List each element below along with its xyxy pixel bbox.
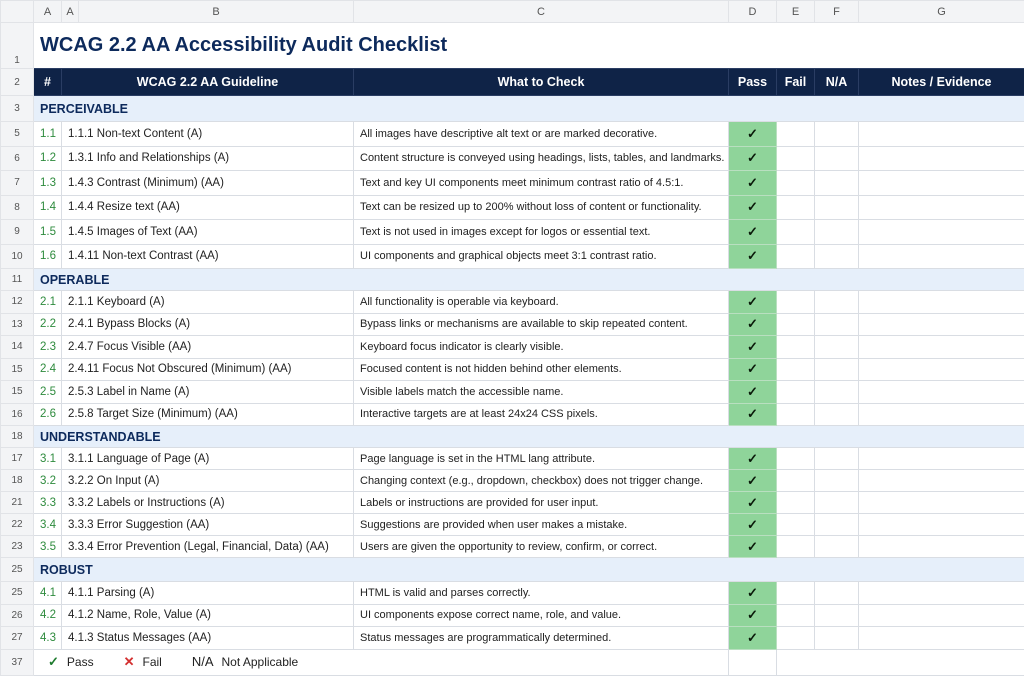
pass-cell[interactable]: ✓ (729, 492, 777, 514)
checklist-row (1, 582, 1024, 605)
item-number-cell[interactable]: 4.3 (34, 627, 62, 650)
notes-cell[interactable] (859, 244, 1024, 269)
legend-pass-label: Pass (66, 655, 94, 669)
notes-cell[interactable] (859, 381, 1024, 404)
header-pass[interactable]: Pass (729, 69, 777, 96)
header-fail[interactable]: Fail (777, 69, 815, 96)
na-cell[interactable] (815, 313, 859, 336)
checklist-row (1, 381, 1024, 404)
guideline-cell[interactable]: 2.5.3 Label in Name (A) (62, 381, 354, 404)
item-number-cell[interactable]: 1.6 (34, 244, 62, 269)
section-row (1, 269, 1024, 291)
checklist-row (1, 171, 1024, 196)
notes-cell[interactable] (859, 313, 1024, 336)
what-to-check-cell[interactable]: Suggestions are provided when user makes a mistake. (354, 514, 729, 536)
what-to-check-cell[interactable]: Content structure is conveyed using headings, lists, tables, and landmarks. (354, 146, 729, 171)
na-cell[interactable] (815, 291, 859, 314)
guideline-cell[interactable]: 1.3.1 Info and Relationships (A) (62, 146, 354, 171)
notes-cell[interactable] (859, 604, 1024, 627)
fail-cell[interactable] (777, 627, 815, 650)
pass-cell[interactable]: ✓ (729, 171, 777, 196)
checklist-row (1, 604, 1024, 627)
fail-cell[interactable] (777, 220, 815, 245)
checklist-row (1, 291, 1024, 314)
pass-cell[interactable]: ✓ (729, 627, 777, 650)
pass-cell[interactable]: ✓ (729, 220, 777, 245)
checklist-row (1, 336, 1024, 359)
what-to-check-cell[interactable]: Visible labels match the accessible name. (354, 381, 729, 404)
row-number[interactable]: 7 (1, 171, 34, 196)
na-cell[interactable] (815, 195, 859, 220)
legend-na-label: Not Applicable (221, 654, 299, 669)
section-title[interactable]: UNDERSTANDABLE (34, 426, 1024, 448)
what-to-check-cell[interactable]: UI components and graphical objects meet 3:1 contrast ratio. (354, 244, 729, 269)
what-to-check-cell[interactable]: HTML is valid and parses correctly. (354, 582, 729, 605)
fail-cell[interactable] (777, 122, 815, 147)
legend-pass (48, 654, 94, 670)
notes-cell[interactable] (859, 448, 1024, 470)
fail-cell[interactable] (777, 336, 815, 359)
row-number[interactable]: 13 (1, 313, 34, 336)
fail-cell[interactable] (777, 313, 815, 336)
notes-cell[interactable] (859, 358, 1024, 381)
item-number-cell[interactable]: 2.3 (34, 336, 62, 359)
what-to-check-cell[interactable]: Focused content is not hidden behind other elements. (354, 358, 729, 381)
row-number[interactable]: 8 (1, 195, 34, 220)
notes-cell[interactable] (859, 195, 1024, 220)
pass-cell[interactable]: ✓ (729, 195, 777, 220)
row-number[interactable]: 12 (1, 291, 34, 314)
header-notes[interactable]: Notes / Evidence (859, 69, 1024, 96)
header-what-to-check[interactable]: What to Check (354, 69, 729, 96)
item-number-cell[interactable]: 1.5 (34, 220, 62, 245)
checklist-row (1, 627, 1024, 650)
row-number[interactable]: 17 (1, 448, 34, 470)
what-to-check-cell[interactable]: All functionality is operable via keyboard. (354, 291, 729, 314)
item-number-cell[interactable]: 2.1 (34, 291, 62, 314)
guideline-cell[interactable]: 3.2.2 On Input (A) (62, 470, 354, 492)
row-number[interactable]: 37 (1, 649, 34, 675)
item-number-cell[interactable]: 2.6 (34, 403, 62, 426)
guideline-cell[interactable]: 3.3.3 Error Suggestion (AA) (62, 514, 354, 536)
fail-cell[interactable] (777, 171, 815, 196)
notes-cell[interactable] (859, 470, 1024, 492)
what-to-check-cell[interactable]: Interactive targets are at least 24x24 CSS pixels. (354, 403, 729, 426)
row-number[interactable]: 11 (1, 269, 34, 291)
guideline-cell[interactable]: 4.1.1 Parsing (A) (62, 582, 354, 605)
item-number-cell[interactable]: 4.2 (34, 604, 62, 627)
what-to-check-cell[interactable]: Text and key UI components meet minimum contrast ratio of 4.5:1. (354, 171, 729, 196)
notes-cell[interactable] (859, 291, 1024, 314)
row-number[interactable]: 18 (1, 470, 34, 492)
table-header-row (1, 69, 1024, 96)
na-cell[interactable] (815, 244, 859, 269)
row-number[interactable]: 25 (1, 558, 34, 582)
row-number[interactable]: 9 (1, 220, 34, 245)
section-title[interactable]: OPERABLE (34, 269, 1024, 291)
checklist-row (1, 195, 1024, 220)
column-header-e[interactable]: E (777, 1, 815, 23)
na-cell[interactable] (815, 381, 859, 404)
guideline-cell[interactable]: 3.3.2 Labels or Instructions (A) (62, 492, 354, 514)
fail-cell[interactable] (777, 381, 815, 404)
guideline-cell[interactable]: 4.1.3 Status Messages (AA) (62, 627, 354, 650)
row-number[interactable]: 21 (1, 492, 34, 514)
pass-cell[interactable]: ✓ (729, 403, 777, 426)
checklist-row (1, 492, 1024, 514)
notes-cell[interactable] (859, 627, 1024, 650)
title-row (1, 23, 1024, 69)
checklist-row (1, 448, 1024, 470)
pass-cell[interactable]: ✓ (729, 358, 777, 381)
row-number[interactable]: 22 (1, 514, 34, 536)
item-number-cell[interactable]: 1.3 (34, 171, 62, 196)
section-title[interactable]: ROBUST (34, 558, 1024, 582)
guideline-cell[interactable]: 2.4.7 Focus Visible (AA) (62, 336, 354, 359)
row-number[interactable]: 10 (1, 244, 34, 269)
what-to-check-cell[interactable]: Page language is set in the HTML lang attribute. (354, 448, 729, 470)
what-to-check-cell[interactable]: Changing context (e.g., dropdown, checkbox) does not trigger change. (354, 470, 729, 492)
notes-cell[interactable] (859, 403, 1024, 426)
na-cell[interactable] (815, 492, 859, 514)
item-number-cell[interactable]: 3.5 (34, 536, 62, 558)
row-number[interactable]: 3 (1, 96, 34, 122)
guideline-cell[interactable]: 2.4.11 Focus Not Obscured (Minimum) (AA) (62, 358, 354, 381)
fail-cell[interactable] (777, 403, 815, 426)
checklist-row (1, 536, 1024, 558)
legend-row (1, 649, 1024, 675)
legend (34, 649, 729, 675)
column-header-d[interactable]: D (729, 1, 777, 23)
row-number[interactable]: 14 (1, 336, 34, 359)
pass-cell[interactable]: ✓ (729, 244, 777, 269)
item-number-cell[interactable]: 1.2 (34, 146, 62, 171)
item-number-cell[interactable]: 1.1 (34, 122, 62, 147)
fail-cell[interactable] (777, 582, 815, 605)
sheet-title[interactable]: WCAG 2.2 AA Accessibility Audit Checklist (34, 23, 1024, 69)
pass-cell[interactable]: ✓ (729, 470, 777, 492)
what-to-check-cell[interactable]: Users are given the opportunity to review, confirm, or correct. (354, 536, 729, 558)
row-number[interactable]: 15 (1, 381, 34, 404)
na-cell[interactable] (815, 336, 859, 359)
fail-cell[interactable] (777, 358, 815, 381)
cross-icon: ✕ (123, 654, 135, 669)
guideline-cell[interactable]: 1.4.5 Images of Text (AA) (62, 220, 354, 245)
what-to-check-cell[interactable]: Bypass links or mechanisms are available to skip repeated content. (354, 313, 729, 336)
guideline-cell[interactable]: 4.1.2 Name, Role, Value (A) (62, 604, 354, 627)
what-to-check-cell[interactable]: UI components expose correct name, role, and value. (354, 604, 729, 627)
checklist-row (1, 358, 1024, 381)
legend-na (192, 654, 298, 669)
row-number[interactable]: 25 (1, 582, 34, 605)
legend-empty-cell[interactable] (777, 649, 1024, 675)
na-cell[interactable] (815, 403, 859, 426)
row-number[interactable]: 23 (1, 536, 34, 558)
pass-cell[interactable]: ✓ (729, 582, 777, 605)
section-row (1, 426, 1024, 448)
item-number-cell[interactable]: 3.1 (34, 448, 62, 470)
row-number[interactable]: 2 (1, 69, 34, 96)
checklist-row (1, 146, 1024, 171)
na-cell[interactable] (815, 627, 859, 650)
check-icon: ✓ (48, 654, 59, 669)
column-header-c[interactable]: C (354, 1, 729, 23)
na-cell[interactable] (815, 448, 859, 470)
na-cell[interactable] (815, 582, 859, 605)
item-number-cell[interactable]: 1.4 (34, 195, 62, 220)
row-number[interactable]: 16 (1, 403, 34, 426)
section-row (1, 96, 1024, 122)
fail-cell[interactable] (777, 470, 815, 492)
notes-cell[interactable] (859, 492, 1024, 514)
what-to-check-cell[interactable]: All images have descriptive alt text or are marked decorative. (354, 122, 729, 147)
row-number[interactable]: 6 (1, 146, 34, 171)
section-title[interactable]: PERCEIVABLE (34, 96, 1024, 122)
pass-cell[interactable]: ✓ (729, 514, 777, 536)
guideline-cell[interactable]: 2.4.1 Bypass Blocks (A) (62, 313, 354, 336)
fail-cell[interactable] (777, 514, 815, 536)
fail-cell[interactable] (777, 492, 815, 514)
notes-cell[interactable] (859, 582, 1024, 605)
what-to-check-cell[interactable]: Text can be resized up to 200% without loss of content or functionality. (354, 195, 729, 220)
fail-cell[interactable] (777, 536, 815, 558)
guideline-cell[interactable]: 1.1.1 Non-text Content (A) (62, 122, 354, 147)
row-number[interactable]: 18 (1, 426, 34, 448)
pass-cell[interactable]: ✓ (729, 146, 777, 171)
corner-cell[interactable] (1, 1, 34, 23)
item-number-cell[interactable]: 3.4 (34, 514, 62, 536)
pass-cell[interactable]: ✓ (729, 313, 777, 336)
notes-cell[interactable] (859, 336, 1024, 359)
item-number-cell[interactable]: 2.4 (34, 358, 62, 381)
notes-cell[interactable] (859, 122, 1024, 147)
what-to-check-cell[interactable]: Keyboard focus indicator is clearly visible. (354, 336, 729, 359)
checklist-row (1, 403, 1024, 426)
fail-cell[interactable] (777, 244, 815, 269)
na-cell[interactable] (815, 536, 859, 558)
notes-cell[interactable] (859, 146, 1024, 171)
what-to-check-cell[interactable]: Labels or instructions are provided for user input. (354, 492, 729, 514)
na-cell[interactable] (815, 171, 859, 196)
item-number-cell[interactable]: 2.5 (34, 381, 62, 404)
pass-cell[interactable]: ✓ (729, 604, 777, 627)
pass-cell[interactable]: ✓ (729, 448, 777, 470)
na-cell[interactable] (815, 146, 859, 171)
row-number[interactable]: 15 (1, 358, 34, 381)
column-header-row (1, 1, 1024, 23)
column-header-g[interactable]: G (859, 1, 1024, 23)
notes-cell[interactable] (859, 514, 1024, 536)
pass-cell[interactable]: ✓ (729, 536, 777, 558)
row-number[interactable]: 27 (1, 627, 34, 650)
header-na[interactable]: N/A (815, 69, 859, 96)
checklist-row (1, 514, 1024, 536)
item-number-cell[interactable]: 2.2 (34, 313, 62, 336)
pass-cell[interactable]: ✓ (729, 336, 777, 359)
item-number-cell[interactable]: 3.2 (34, 470, 62, 492)
row-number[interactable]: 1 (1, 23, 34, 69)
pass-cell[interactable]: ✓ (729, 381, 777, 404)
checklist-row (1, 470, 1024, 492)
column-header-b[interactable]: B (79, 1, 354, 23)
section-row (1, 558, 1024, 582)
checklist-row (1, 220, 1024, 245)
what-to-check-cell[interactable]: Status messages are programmatically determined. (354, 627, 729, 650)
pass-cell[interactable]: ✓ (729, 291, 777, 314)
na-cell[interactable] (815, 604, 859, 627)
row-number[interactable]: 5 (1, 122, 34, 147)
na-cell[interactable] (815, 358, 859, 381)
guideline-cell[interactable]: 2.1.1 Keyboard (A) (62, 291, 354, 314)
na-cell[interactable] (815, 514, 859, 536)
checklist-row (1, 313, 1024, 336)
na-cell[interactable] (815, 122, 859, 147)
pass-cell[interactable] (729, 649, 777, 675)
checklist-row (1, 244, 1024, 269)
pass-cell[interactable]: ✓ (729, 122, 777, 147)
item-number-cell[interactable]: 4.1 (34, 582, 62, 605)
na-cell[interactable] (815, 470, 859, 492)
fail-cell[interactable] (777, 604, 815, 627)
legend-fail-label: Fail (142, 655, 162, 669)
legend-fail (124, 654, 162, 670)
legend-na-symbol: N/A (191, 654, 214, 669)
notes-cell[interactable] (859, 171, 1024, 196)
column-header-f[interactable]: F (815, 1, 859, 23)
guideline-cell[interactable]: 3.1.1 Language of Page (A) (62, 448, 354, 470)
notes-cell[interactable] (859, 536, 1024, 558)
na-cell[interactable] (815, 220, 859, 245)
header-number[interactable]: # (34, 69, 62, 96)
row-number[interactable]: 26 (1, 604, 34, 627)
column-header-a[interactable]: A (34, 1, 62, 23)
header-guideline[interactable]: WCAG 2.2 AA Guideline (62, 69, 354, 96)
fail-cell[interactable] (777, 448, 815, 470)
guideline-cell[interactable]: 1.4.4 Resize text (AA) (62, 195, 354, 220)
fail-cell[interactable] (777, 195, 815, 220)
item-number-cell[interactable]: 3.3 (34, 492, 62, 514)
guideline-cell[interactable]: 1.4.11 Non-text Contrast (AA) (62, 244, 354, 269)
what-to-check-cell[interactable]: Text is not used in images except for logos or essential text. (354, 220, 729, 245)
fail-cell[interactable] (777, 146, 815, 171)
column-header-a-narrow[interactable]: A (62, 1, 79, 23)
guideline-cell[interactable]: 1.4.3 Contrast (Minimum) (AA) (62, 171, 354, 196)
fail-cell[interactable] (777, 291, 815, 314)
notes-cell[interactable] (859, 220, 1024, 245)
guideline-cell[interactable]: 3.3.4 Error Prevention (Legal, Financial, Data) (AA) (62, 536, 354, 558)
guideline-cell[interactable]: 2.5.8 Target Size (Minimum) (AA) (62, 403, 354, 426)
checklist-row (1, 122, 1024, 147)
